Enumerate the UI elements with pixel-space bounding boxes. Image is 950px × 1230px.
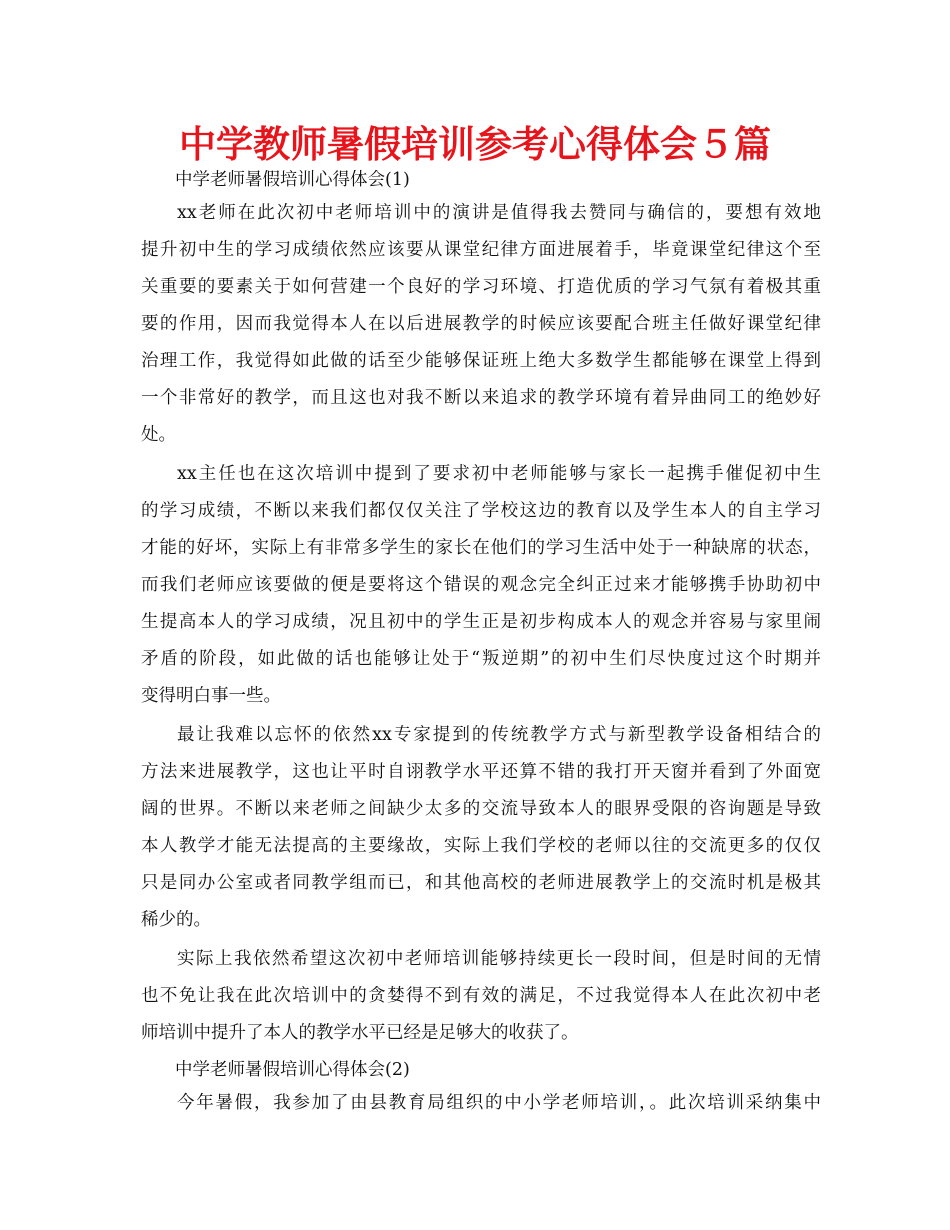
paragraph — [141, 941, 821, 1052]
text-line: 而我们老师应该要做的便是要将这个错误的观念完全纠正过来才能够携手协助初中 — [141, 575, 821, 595]
text-line: 的学习成绩，不断以来我们都仅仅关注了学校这边的教育以及学生本人的自主学习 — [141, 501, 821, 521]
text-line: 实际上我依然希望这次初中老师培训能够持续更长一段时间，但是时间的无情 — [177, 949, 821, 969]
text-line: 变得明白事一些。 — [141, 686, 281, 706]
text-line: 阔的世界。不断以来老师之间缺少太多的交流导致本人的眼界受限的咨询题是导致 — [141, 799, 821, 819]
text-line: 只是同办公室或者同教学组而已，和其他高校的老师进展教学上的交流时机是极其 — [141, 873, 821, 893]
text-line: 治理工作，我觉得如此做的话至少能够保证班上绝大多数学生都能够在课堂上得到 — [141, 351, 821, 371]
section-heading: 中学老师暑假培训心得体会(1) — [175, 170, 410, 190]
document-body — [141, 166, 821, 1122]
text-line: 关重要的要素关于如何营建一个良好的学习环境、打造优质的学习气氛有着极其重 — [141, 277, 821, 297]
text-line: xx老师在此次初中老师培训中的演讲是值得我去赞同与确信的，要想有效地 — [177, 203, 821, 223]
section-heading: 中学老师暑假培训心得体会(2) — [175, 1060, 410, 1080]
text-line: 一个非常好的教学，而且这也对我不断以来追求的教学环境有着异曲同工的绝妙好 — [141, 388, 821, 408]
paragraph — [141, 456, 821, 715]
text-line: 也不免让我在此次培训中的贪婪得不到有效的满足，不过我觉得本人在此次初中老 — [141, 986, 821, 1006]
text-line: 处。 — [141, 425, 176, 445]
text-line: 方法来进展教学，这也让平时自诩教学水平还算不错的我打开天窗并看到了外面宽 — [141, 762, 821, 782]
text-line: 要的作用，因而我觉得本人在以后进展教学的时候应该要配合班主任做好课堂纪律 — [141, 314, 821, 334]
paragraph — [141, 195, 821, 454]
text-line: xx主任也在这次培训中提到了要求初中老师能够与家长一起携手催促初中生 — [177, 464, 821, 484]
text-line: 最让我难以忘怀的依然xx专家提到的传统教学方式与新型教学设备相结合的 — [177, 725, 821, 745]
paragraph — [141, 717, 821, 939]
paragraph — [141, 1085, 821, 1122]
text-line: 矛盾的阶段，如此做的话也能够让处于“叛逆期”的初中生们尽快度过这个时期并 — [141, 649, 821, 669]
text-line: 今年暑假，我参加了由县教育局组织的中小学老师培训，。此次培训采纳集中 — [177, 1093, 821, 1113]
text-line: 稀少的。 — [141, 910, 211, 930]
text-line: 才能的好坏，实际上有非常多学生的家长在他们的学习生活中处于一种缺席的状态， — [141, 538, 821, 558]
text-line: 提升初中生的学习成绩依然应该要从课堂纪律方面进展着手，毕竟课堂纪律这个至 — [141, 240, 821, 260]
document-title: 中学教师暑假培训参考心得体会５篇 — [179, 123, 771, 166]
text-line: 生提高本人的学习成绩，况且初中的学生正是初步构成本人的观念并容易与家里闹 — [141, 612, 821, 632]
text-line: 本人教学才能无法提高的主要缘故，实际上我们学校的老师以往的交流更多的仅仅 — [141, 836, 821, 856]
text-line: 师培训中提升了本人的教学水平已经是足够大的收获了。 — [141, 1023, 579, 1043]
